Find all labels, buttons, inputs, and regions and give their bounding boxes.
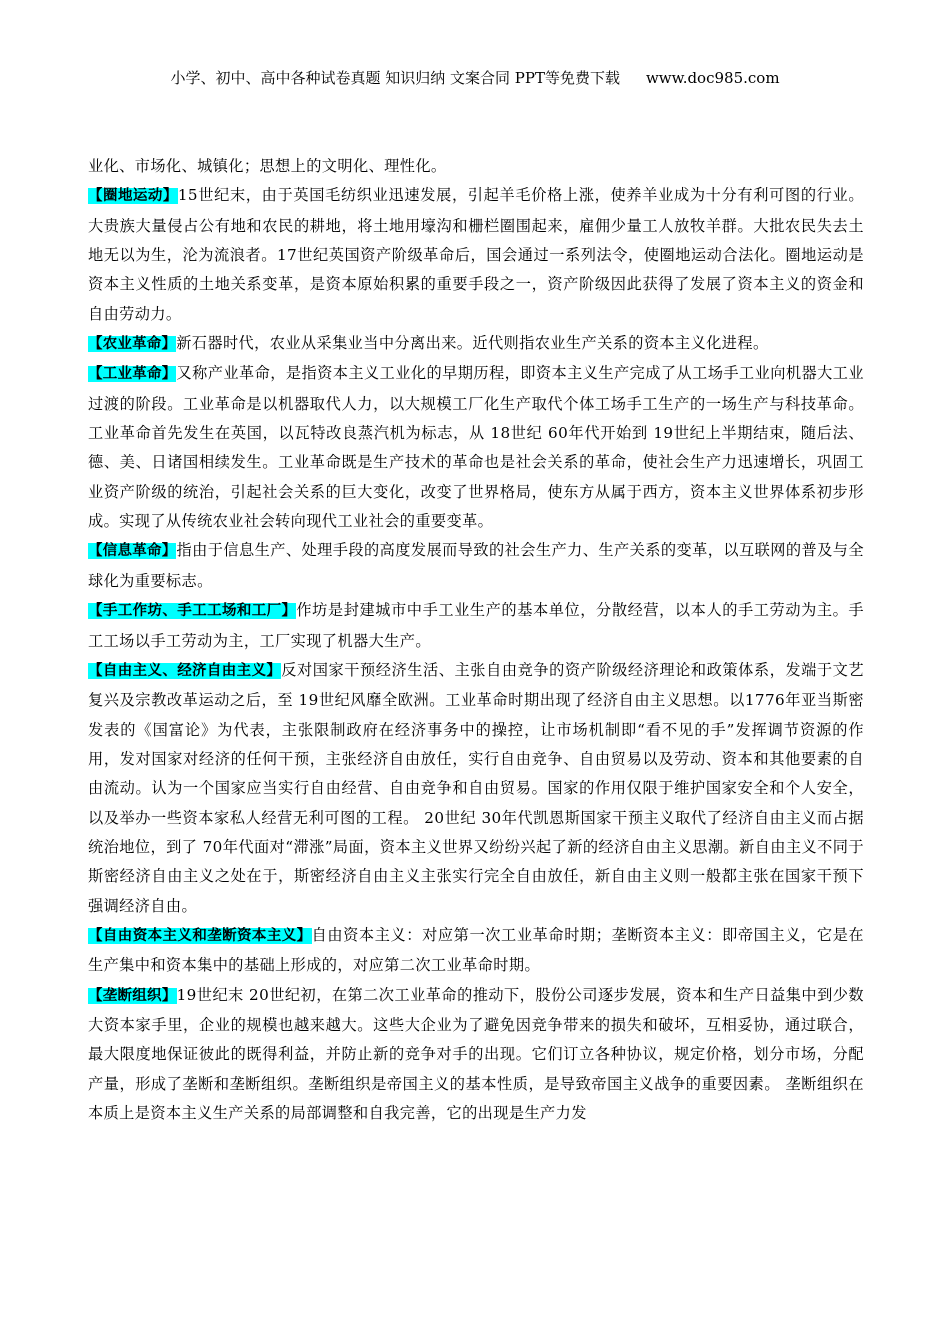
entry-agricultural-revolution bbox=[88, 329, 864, 359]
header-slogan: 小学、初中、高中各种试卷真题 知识归纳 文案合同 PPT等免费下载 bbox=[170, 69, 620, 87]
document-body bbox=[88, 152, 864, 1128]
entry-workshop-factory bbox=[88, 596, 864, 656]
entry-enclosure bbox=[88, 181, 864, 329]
term-definition: 19世纪末 20世纪初，在第二次工业革命的推动下，股份公司逐步发展，资本和生产日益集中到少数大资本家手里，企业的规模也越来越大。这些大企业为了避免因竞争带来的损失和破坏，互相妥协，通过联合，最大限度地保证彼此的既得利益，并防止新的竞争对手的出现。它们订立各种协议，规定价格，划分市场，分配产量，形成了垄断和垄断组织。垄断组织是帝国主义的基本性质，是导致帝国主义战争的重要因素。 垄断组织在本质上是资本主义生产关系的局部调整和自我完善，它的出现是生产力发 bbox=[88, 985, 864, 1122]
term-definition: 指由于信息生产、处理手段的高度发展而导致的社会生产力、生产关系的变革，以互联网的普及与全球化为重要标志。 bbox=[88, 541, 864, 590]
term-definition: 15世纪末，由于英国毛纺织业迅速发展，引起羊毛价格上涨，使养羊业成为十分有利可图的行业。大贵族大量侵占公有地和农民的耕地，将土地用壕沟和栅栏圈围起来，雇佣少量工人放牧羊群。大批农民失去土地无以为生，沦为流浪者。17世纪英国资产阶级革命后，国会通过一系列法令，使圈地运动合法化。圈地运动是资本主义性质的土地关系变革，是资本原始积累的重要手段之一，资产阶级因此获得了发展了资本主义的资金和自由劳动力。 bbox=[88, 186, 864, 323]
term-label: 【工业革命】 bbox=[88, 366, 177, 383]
header-site-url[interactable]: www.doc985.com bbox=[645, 69, 780, 87]
entry-monopoly bbox=[88, 981, 864, 1129]
continuation-paragraph: 业化、市场化、城镇化；思想上的文明化、理性化。 bbox=[88, 157, 447, 175]
term-definition: 自由资本主义：对应第一次工业革命时期；垄断资本主义：即帝国主义，它是在生产集中和资本集中的基础上形成的，对应第二次工业革命时期。 bbox=[88, 925, 865, 975]
page-header bbox=[0, 66, 950, 90]
term-label: 【手工作坊、手工工场和工厂】 bbox=[88, 603, 297, 620]
entry-information-revolution bbox=[88, 536, 864, 596]
entry-liberalism bbox=[88, 656, 864, 921]
term-definition: 作坊是封建城市中手工业生产的基本单位，分散经营，以本人的手工劳动为主。手工工场以手工劳动为主，工厂实现了机器大生产。 bbox=[88, 601, 864, 650]
term-label: 【垄断组织】 bbox=[88, 987, 177, 1004]
term-label: 【自由主义、经济自由主义】 bbox=[88, 662, 282, 679]
term-label: 【自由资本主义和垄断资本主义】 bbox=[88, 927, 312, 944]
term-definition: 反对国家干预经济生活、主张自由竞争的资产阶级经济理论和政策体系，发端于文艺复兴及宗教改革运动之后，至 19世纪风靡全欧洲。工业革命时期出现了经济自由主义思想。以1776年亚当斯密发表的《国富论》为代表，主张限制政府在经济事务中的操控，让市场机制即“看不见的手”发挥调节资源的作用，发对国家对经济的任何干预，主张经济自由放任，实行自由竞争、自由贸易以及劳动、资本和其他要素的自由流动。认为一个国家应当实行自由经营、自由竞争和自由贸易。国家的作用仅限于维护国家安全和个人安全，以及举办一些资本家私人经营无利可图的工程。 20世纪 30年代凯恩斯国家干预主义取代了经济自由主义而占据统治地位，到了 70年代面对“滞涨”局面，资本主义世界又纷纷兴起了新的经济自由主义思潮。新自由主义不同于斯密经济自由主义之处在于，斯密经济自由主义主张实行完全自由放任，新自由主义则一般都主张在国家干预下强调经济自由。 bbox=[88, 660, 864, 915]
term-definition: 新石器时代，农业从采集业当中分离出来。近代则指农业生产关系的资本主义化进程。 bbox=[176, 334, 769, 353]
term-label: 【信息革命】 bbox=[88, 543, 177, 560]
term-label: 【农业革命】 bbox=[88, 336, 177, 353]
entry-capitalism-stages bbox=[88, 921, 864, 981]
term-definition: 又称产业革命，是指资本主义工业化的早期历程，即资本主义生产完成了从工场手工业向机器大工业过渡的阶段。工业革命是以机器取代人力，以大规模工厂化生产取代个体工场手工生产的一场生产与科技革命。工业革命首先发生在英国，以瓦特改良蒸汽机为标志，从 18世纪 60年代开始到 19世纪上半期结束，随后法、德、美、日诸国相续发生。工业革命既是生产技术的革命也是社会关系的革命，使社会生产力迅速增长，巩固工业资产阶级的统治，引起社会关系的巨大变化，改变了世界格局，使东方从属于西方，资本主义世界体系初步形成。实现了从传统农业社会转向现代工业社会的重要变革。 bbox=[88, 364, 864, 531]
entry-industrial-revolution bbox=[88, 359, 864, 536]
term-label: 【圈地运动】 bbox=[88, 188, 178, 205]
